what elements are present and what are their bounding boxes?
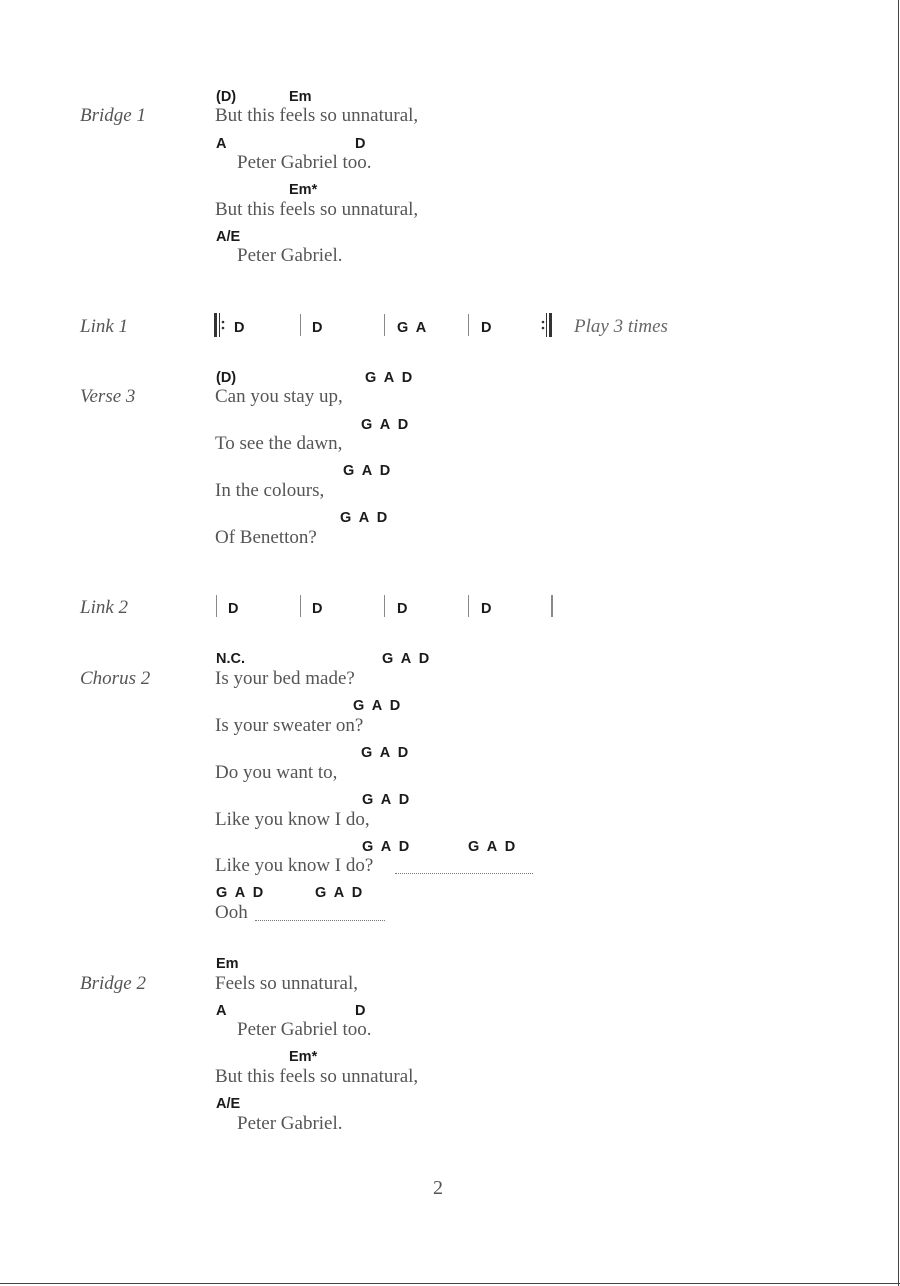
section-label-chorus-2: Chorus 2 [80, 668, 151, 689]
lyric-line: Is your sweater on? [215, 715, 364, 736]
lyric-line: Do you want to, [215, 762, 338, 783]
chord: A/E [216, 229, 241, 245]
chord: A [216, 1003, 227, 1019]
lyric-line: But this feels so unnatural, [215, 1066, 419, 1087]
chord: D [312, 320, 323, 336]
chord: G A D [361, 417, 409, 433]
section-label-bridge-2: Bridge 2 [80, 973, 146, 994]
lyric-line: Like you know I do, [215, 809, 370, 830]
lyric-line: Is your bed made? [215, 668, 355, 689]
bar-line [468, 314, 469, 336]
chord: D [355, 1003, 366, 1019]
chord: N.C. [216, 651, 245, 667]
chord: Em* [289, 1049, 318, 1065]
chord: G A D [365, 370, 413, 386]
chord: (D) [216, 370, 237, 386]
chord: D [481, 320, 492, 336]
section-label-verse-3: Verse 3 [80, 386, 136, 407]
extension-line [395, 873, 533, 874]
extension-line [255, 920, 385, 921]
chord: Em [216, 956, 239, 972]
chord: D [312, 601, 323, 617]
chord: G A D [382, 651, 430, 667]
bar-line [300, 314, 301, 336]
lyric-line: Can you stay up, [215, 386, 343, 407]
chord: G A D [361, 745, 409, 761]
chord: D [228, 601, 239, 617]
chord: G A D [353, 698, 401, 714]
bar-line [216, 595, 217, 617]
lyric-line: Peter Gabriel too. [237, 152, 372, 173]
chord: G A D [343, 463, 391, 479]
chord: Em* [289, 182, 318, 198]
chord: D [481, 601, 492, 617]
lyric-line: Of Benetton? [215, 527, 317, 548]
bar-line [384, 314, 385, 336]
lyric-line: In the colours, [215, 480, 325, 501]
chord: A [216, 136, 227, 152]
lyric-line: To see the dawn, [215, 433, 343, 454]
chord: G A D [216, 885, 264, 901]
chord: G A D [340, 510, 388, 526]
bar-line [468, 595, 469, 617]
repeat-instruction: Play 3 times [574, 316, 668, 337]
lyric-line: Peter Gabriel. [237, 1113, 343, 1134]
bar-line [384, 595, 385, 617]
chord: Em [289, 89, 312, 105]
lyric-line: Ooh [215, 902, 248, 923]
lyric-line: But this feels so unnatural, [215, 105, 419, 126]
chord: G A D [315, 885, 363, 901]
lyric-line: But this feels so unnatural, [215, 199, 419, 220]
chord: A/E [216, 1096, 241, 1112]
section-label-bridge-1: Bridge 1 [80, 105, 146, 126]
chord: G A D [362, 839, 410, 855]
page-number: 2 [433, 1177, 443, 1199]
chord: (D) [216, 89, 237, 105]
chord: G A D [468, 839, 516, 855]
lyric-line: Feels so unnatural, [215, 973, 359, 994]
section-label-link-1: Link 1 [80, 316, 129, 337]
chord: G A D [362, 792, 410, 808]
section-label-link-2: Link 2 [80, 597, 129, 618]
page-edge-right [898, 0, 899, 1286]
bar-line [300, 595, 301, 617]
lyric-line: Peter Gabriel too. [237, 1019, 372, 1040]
chord: G A [397, 320, 427, 336]
lyric-line: Peter Gabriel. [237, 245, 343, 266]
repeat-end-sign [541, 313, 553, 337]
repeat-start-sign [214, 313, 226, 337]
chord: D [234, 320, 245, 336]
chord: D [355, 136, 366, 152]
bar-line-end [551, 595, 553, 617]
page-edge-bottom [0, 1283, 900, 1284]
lyric-line: Like you know I do? [215, 855, 374, 876]
chord: D [397, 601, 408, 617]
